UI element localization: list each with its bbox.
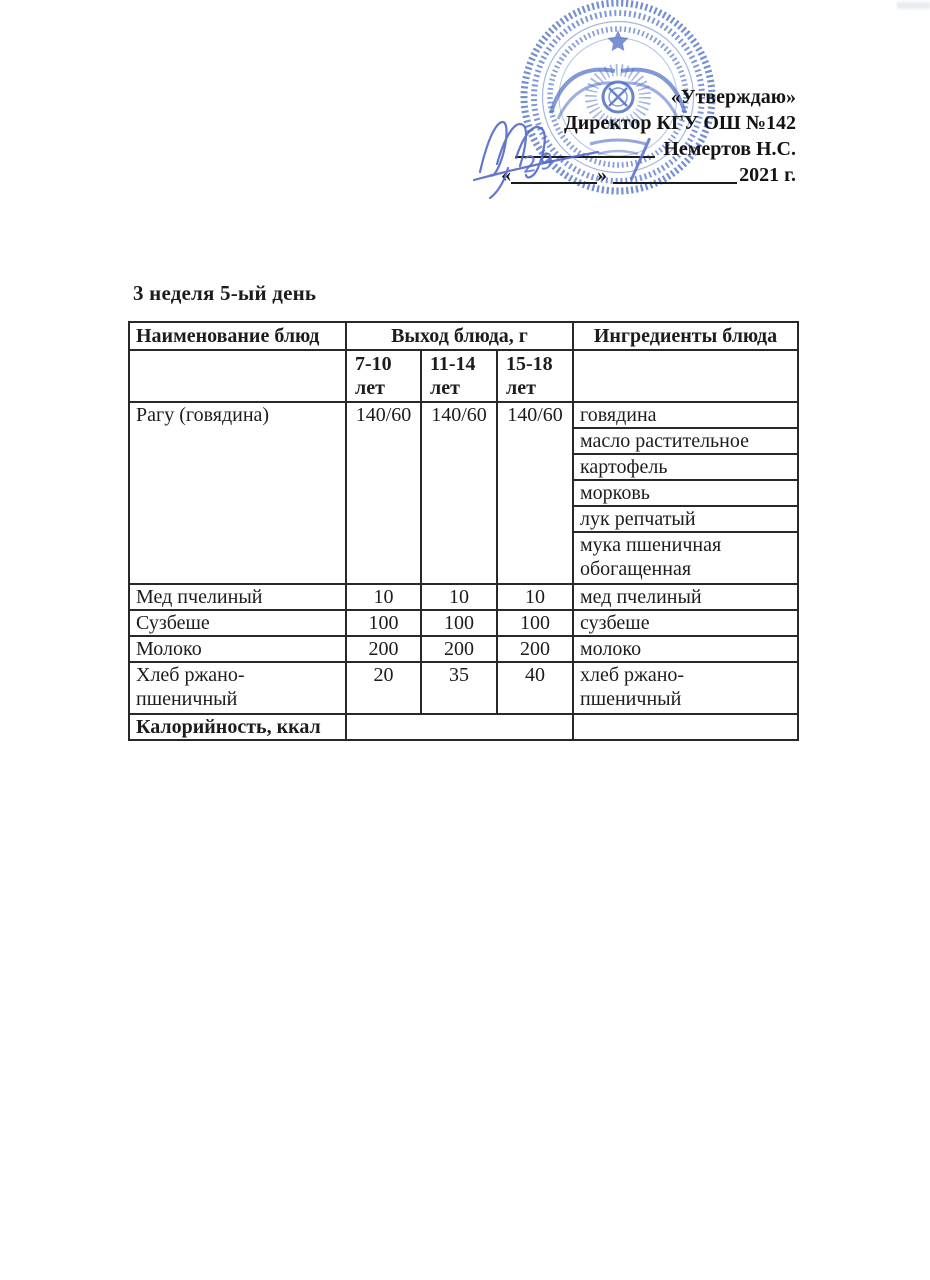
ingredient-name: картофель bbox=[580, 456, 668, 478]
dish-name-cell bbox=[129, 584, 346, 610]
dish-name: Хлеб ржано-пшеничный bbox=[136, 664, 245, 710]
ingredient-cell bbox=[573, 428, 798, 454]
portion-value-cell: 10 bbox=[497, 584, 573, 610]
portion-value-cell: 200 bbox=[346, 636, 421, 662]
header-dishes: Наименование блюд bbox=[129, 322, 346, 350]
ingredient-name: хлеб ржано-пшеничный bbox=[580, 664, 685, 710]
dish-name-cell bbox=[129, 662, 346, 714]
approval-word: «Утверждаю» bbox=[670, 86, 796, 108]
header-ingredients: Ингредиенты блюда bbox=[573, 322, 798, 350]
ingredient-cell bbox=[573, 584, 798, 610]
calories-row bbox=[129, 714, 798, 740]
ingredient-cell bbox=[573, 402, 798, 428]
year-text: 2021 г. bbox=[739, 164, 796, 186]
ingredient-cell bbox=[573, 662, 798, 714]
director-name: Немертов Н.С. bbox=[663, 138, 796, 160]
portion-value-cell: 20 bbox=[346, 662, 421, 714]
menu-table-row bbox=[129, 610, 798, 636]
menu-table bbox=[128, 321, 799, 741]
ingredient-cell bbox=[573, 636, 798, 662]
star-icon bbox=[608, 30, 629, 51]
age-group-cell: 11-14 лет bbox=[421, 350, 497, 402]
menu-table-row bbox=[129, 662, 798, 714]
calories-label-cell: Калорийность, ккал bbox=[129, 714, 346, 740]
handwritten-day: 29 bbox=[521, 148, 559, 179]
ingredient-name: мука пшеничная обогащенная bbox=[580, 534, 722, 580]
portion-value-cell: 140/60 bbox=[346, 402, 421, 584]
portion-value-cell: 140/60 bbox=[421, 402, 497, 584]
director-signature bbox=[466, 112, 641, 202]
age-group-cell: 15-18 лет bbox=[497, 350, 573, 402]
portion-value-cell: 200 bbox=[497, 636, 573, 662]
portion-value-cell: 10 bbox=[421, 584, 497, 610]
ingredient-cell bbox=[573, 480, 798, 506]
portion-value-cell: 140/60 bbox=[497, 402, 573, 584]
empty-cell bbox=[129, 350, 346, 402]
close-quote: » bbox=[597, 164, 608, 186]
ingredient-name: лук репчатый bbox=[580, 508, 696, 530]
menu-day-heading: 3 неделя 5-ый день bbox=[133, 281, 317, 305]
ingredient-name: говядина bbox=[580, 404, 657, 426]
menu-table-row bbox=[129, 636, 798, 662]
portion-value-cell: 35 bbox=[421, 662, 497, 714]
ingredient-name: сузбеше bbox=[580, 612, 650, 634]
empty-cell bbox=[573, 350, 798, 402]
ingredient-cell bbox=[573, 532, 798, 584]
portion-value-cell: 100 bbox=[346, 610, 421, 636]
age-groups-row bbox=[129, 350, 798, 402]
ingredient-name: молоко bbox=[580, 638, 642, 660]
portion-value-cell: 100 bbox=[421, 610, 497, 636]
approval-director-line: Директор КГУ ОШ №142 bbox=[563, 112, 796, 134]
dish-name-cell bbox=[129, 636, 346, 662]
portion-value-cell: 200 bbox=[421, 636, 497, 662]
scan-artifact bbox=[897, 2, 930, 9]
dish-name: Сузбеше bbox=[136, 612, 210, 634]
dish-name: Мед пчелиный bbox=[136, 586, 263, 608]
dish-name-cell bbox=[129, 610, 346, 636]
ingredient-cell bbox=[573, 454, 798, 480]
portion-value-cell: 10 bbox=[346, 584, 421, 610]
dish-name: Рагу (говядина) bbox=[136, 404, 270, 426]
calories-value-cell bbox=[346, 714, 573, 740]
portion-value-cell: 100 bbox=[497, 610, 573, 636]
ingredient-cell bbox=[573, 610, 798, 636]
ingredient-cell bbox=[573, 506, 798, 532]
dish-name: Молоко bbox=[136, 638, 202, 660]
ingredient-name: масло растительное bbox=[580, 430, 749, 452]
dish-name-cell bbox=[129, 402, 346, 584]
ingredient-name: мед пчелиный bbox=[580, 586, 702, 608]
table-header-row bbox=[129, 322, 798, 350]
menu-table-row bbox=[129, 402, 798, 428]
header-output: Выход блюда, г bbox=[346, 322, 573, 350]
portion-value-cell: 40 bbox=[497, 662, 573, 714]
ingredient-name: морковь bbox=[580, 482, 650, 504]
menu-table-row bbox=[129, 584, 798, 610]
open-quote: « bbox=[501, 164, 512, 186]
calories-ingredients-cell bbox=[573, 714, 798, 740]
age-group-cell: 7-10 лет bbox=[346, 350, 421, 402]
